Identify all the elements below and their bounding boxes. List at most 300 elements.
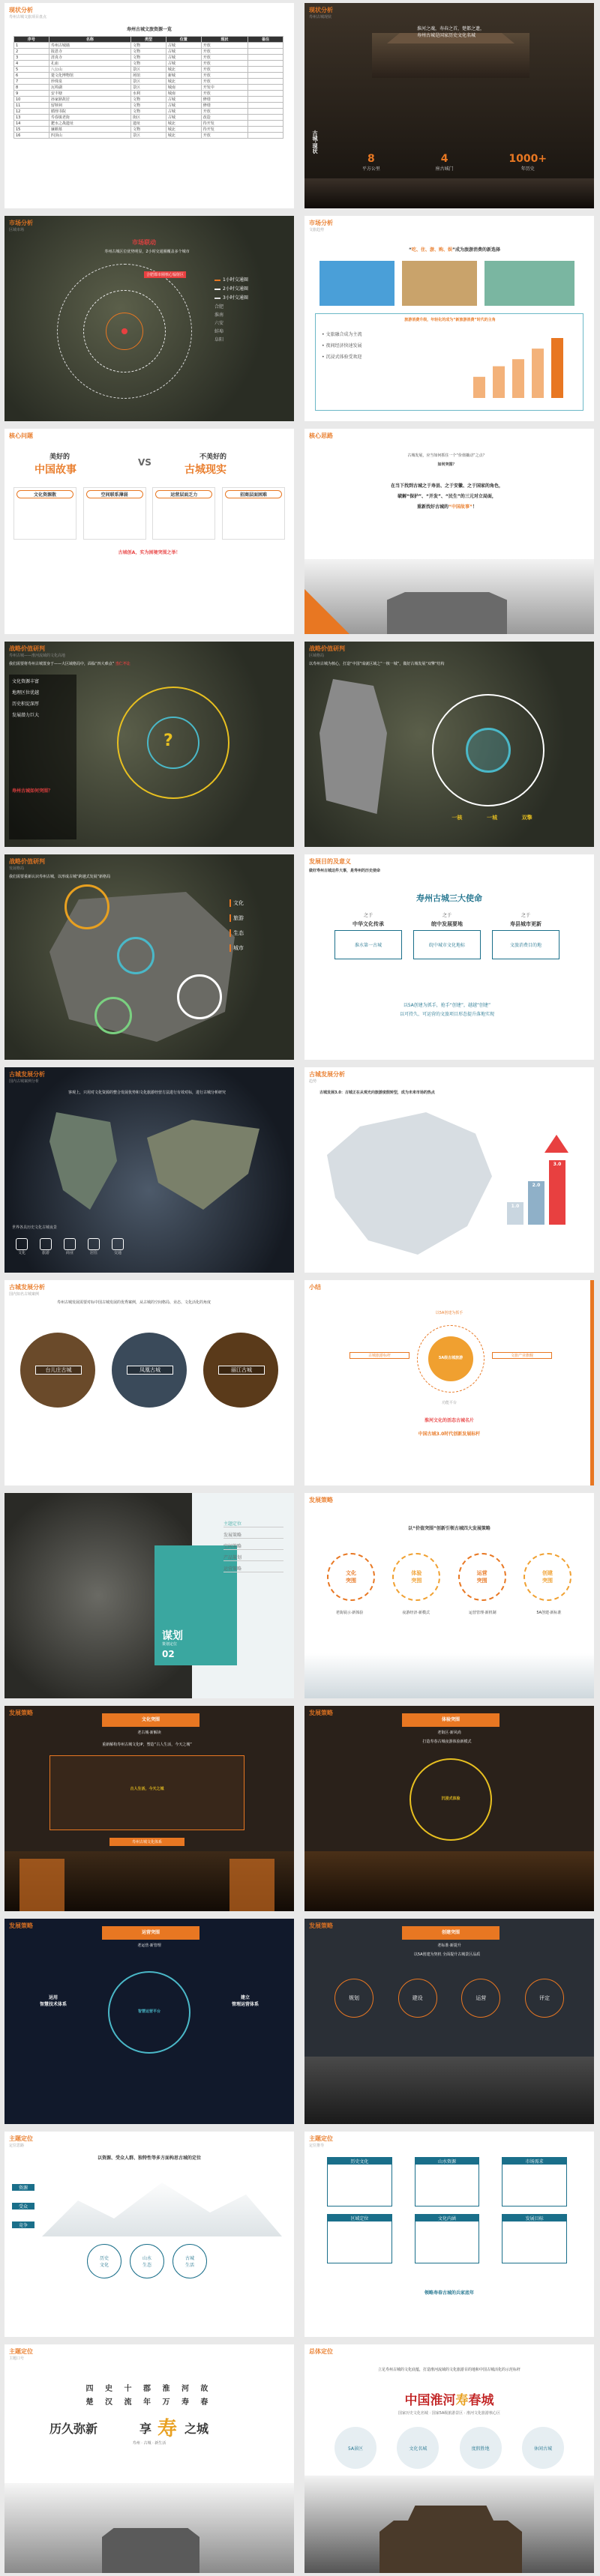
red-note: 寿州古城如何突围？	[12, 788, 53, 794]
derivation-box-title: 市场需求	[502, 2158, 566, 2165]
bottom-label: 功能平台	[441, 1401, 457, 1405]
table-cell: 孙家鼎故居	[49, 97, 130, 103]
core-ring	[147, 717, 200, 769]
menu-item: 主题定位	[224, 1520, 284, 1527]
stat-item	[436, 153, 454, 172]
table-cell: 楚文化博物馆	[49, 73, 130, 79]
slide-title: 发展策略	[309, 1710, 333, 1716]
table-cell: 开放	[201, 67, 248, 73]
table-cell: 修缮	[201, 103, 248, 109]
tag-circle: 度假胜地	[460, 2427, 502, 2469]
node-label: 文化	[230, 899, 282, 907]
slide-mission	[304, 854, 594, 1060]
derivation-box-title: 区域定位	[328, 2215, 392, 2221]
table-row	[14, 43, 284, 49]
center-label: 5A级古城旅游	[438, 1356, 464, 1360]
step-label: 3.0	[553, 1162, 562, 1167]
table-cell: 古城	[166, 49, 201, 55]
table-cell: 修缮	[201, 97, 248, 103]
slide-subtitle: 国内古城案例分析	[9, 1079, 40, 1084]
table-cell: 城南	[166, 85, 201, 91]
strategy-label: 运营管理·新机制	[469, 1611, 496, 1615]
banner: 体验突围	[402, 1713, 500, 1727]
slide-title: 战略价值研判	[9, 645, 45, 652]
left-block: 运用 智慧技术体系	[39, 1995, 67, 2007]
icon-tile	[12, 1238, 32, 1255]
stat-label: 年历史	[520, 166, 535, 172]
table-cell: 留犊祠	[49, 103, 130, 109]
inner-ring	[466, 728, 511, 773]
table-cell	[248, 49, 284, 55]
derivation-box	[502, 2157, 567, 2207]
slide-title: 主题定位	[9, 2348, 33, 2355]
legend-label: 1小时交通圈	[223, 277, 248, 283]
lead-text: 我们需要重新认识寿州古城，以形成古城“跨越式发展”新格局	[9, 875, 111, 879]
category-icon	[16, 1238, 28, 1250]
table-cell: 四顶山	[49, 133, 130, 139]
ring-labels	[440, 814, 544, 821]
problem-card	[222, 487, 285, 540]
table-cell	[248, 85, 284, 91]
up-arrow-icon	[544, 1135, 568, 1153]
slide-ancient-city-1	[4, 1067, 294, 1273]
table-cell: 城北	[166, 67, 201, 73]
slide-subtitle: 寿州古城——淮河流域的文化高地	[9, 654, 66, 658]
slide-title: 发展策略	[9, 1710, 33, 1716]
table-row	[14, 61, 284, 67]
table-cell: 8	[14, 85, 50, 91]
theme-circle	[130, 2244, 164, 2278]
city-label: 蚌埠	[214, 329, 224, 334]
top-text: 以5A创建为抓手	[435, 1311, 464, 1315]
tag-circle: 休闲古城	[522, 2427, 564, 2469]
table-cell	[248, 127, 284, 133]
legend-label: 2小时交通圈	[223, 286, 248, 292]
strategy-circle	[458, 1553, 506, 1601]
footer-text: 领略寿春古城的兵家底年	[424, 2290, 474, 2296]
vs-label: VS	[138, 457, 152, 468]
table-cell: 4	[14, 61, 50, 67]
slide-title: 战略价值研判	[9, 858, 45, 865]
table-cell: 6	[14, 73, 50, 79]
body-text: 重新解构寿州古城文化IP，塑造“古人生活，今天之城”	[102, 1743, 192, 1747]
panel-item: 历史积淀深厚	[12, 702, 40, 707]
resource-table	[14, 36, 284, 139]
right-label: 文旅产业旗舰	[492, 1352, 552, 1359]
slide-summary	[304, 1280, 594, 1485]
slide-title: 发展策略	[309, 1497, 333, 1503]
slide-title: 发展目的及意义	[309, 858, 351, 865]
tag-column	[12, 2184, 34, 2240]
slide-title: 市场分析	[9, 220, 33, 226]
ring-label: 双擎	[521, 815, 532, 821]
slide-status-photo	[304, 3, 594, 208]
table-title: 寿州古城文旅资源一览	[126, 27, 172, 32]
strategy-circle	[392, 1553, 440, 1601]
column-box: 皖中城市文化地标	[413, 930, 481, 959]
ring-label: 智慧运营平台	[137, 2009, 160, 2014]
table-cell: 安丰塘	[49, 91, 130, 97]
table-header-cell: 备注	[248, 37, 284, 43]
lead-text: 我们需要将寿州古城置身于——大区域格局中，面临“四大难点” 当仁不让	[9, 662, 130, 666]
slide-title: 发展策略	[9, 1922, 33, 1929]
case-circle	[203, 1333, 278, 1408]
node-ring	[64, 884, 110, 929]
photo-tile	[402, 261, 477, 306]
body-text: 打造寿春古城夜游体验新模式	[422, 1740, 472, 1744]
slide-market-trend	[304, 216, 594, 421]
table-cell: 开放	[201, 61, 248, 67]
problem-title: 空间联系薄弱	[86, 490, 143, 498]
couplet-line-2: 楚 汉 流 年 万 寿 春	[86, 2398, 213, 2407]
slide-core-problem	[4, 429, 294, 634]
slide-subtitle: 主题口号	[9, 2356, 25, 2361]
table-cell: 文物	[131, 103, 166, 109]
table-cell: 景区	[131, 67, 166, 73]
table-cell	[248, 61, 284, 67]
trend-bar	[551, 338, 563, 398]
table-header-cell: 现状	[201, 37, 248, 43]
step-chart	[507, 1157, 574, 1225]
city-photo	[304, 2057, 594, 2124]
slide-ancient-city-2	[304, 1067, 594, 1273]
trend-bar	[512, 359, 524, 398]
table-cell: 文物	[131, 109, 166, 115]
point-item: • 文旅融合成为主流	[322, 332, 362, 337]
table-cell: 5	[14, 67, 50, 73]
table-cell	[248, 109, 284, 115]
slide-overall-positioning	[304, 2344, 594, 2573]
strategy-labels	[320, 1610, 579, 1615]
column-mid: 中华文化传承	[352, 921, 384, 927]
derivation-box	[415, 2157, 480, 2207]
slide-operation-breakthrough	[4, 1919, 294, 2124]
table-cell	[248, 133, 284, 139]
photo-tile	[484, 261, 574, 306]
category-icon	[40, 1238, 52, 1250]
table-cell: 古城	[166, 115, 201, 121]
caption: 世界各具历史文化古城夜景	[12, 1225, 58, 1230]
points-list	[322, 331, 449, 364]
ring-label: 一城	[486, 815, 497, 821]
mountain-illustration	[42, 2177, 282, 2236]
stat-number: 4	[440, 153, 448, 165]
info-panel	[315, 313, 584, 411]
derivation-box	[415, 2214, 480, 2263]
table-row	[14, 133, 284, 139]
banner-sub: 老古城·新解读	[137, 1731, 161, 1735]
story-highlight: “中国故事”	[448, 504, 472, 510]
table-row	[14, 103, 284, 109]
panel-item: 文化资源丰富	[12, 679, 40, 684]
strategy-circle	[524, 1553, 572, 1601]
slide-subtitle: 区域格局	[309, 654, 325, 658]
icon-label: 商业	[65, 1251, 74, 1255]
derivation-box-title: 山水资源	[416, 2158, 479, 2165]
lead-text: 以寿州古城为核心，打造“中国”成就区域之“一核一城”，做好古城发展“双擎”结构	[309, 662, 445, 666]
problem-title: 招商层面困难	[225, 490, 282, 498]
table-cell: 廉颇墓	[49, 127, 130, 133]
lead-text: 寿州古城发展需要对标中国古城发展的优秀案例，从古城的空间格局、业态、文化活化的角度	[57, 1300, 212, 1305]
strategy-circle-label: 创建 突围	[542, 1570, 553, 1584]
question-2: 如何突围？	[437, 462, 457, 467]
headline: 古城发展3.0：古城正在从观光向旅游度假转型，成为未来市场的热点	[320, 1091, 435, 1095]
mission-columns	[334, 911, 560, 959]
slide-title: 总体定位	[309, 2348, 333, 2355]
icon-label: 旅游	[41, 1251, 50, 1255]
trend-bar	[473, 377, 485, 398]
step-circle: 规划	[334, 1979, 374, 2018]
step-circle: 建设	[398, 1979, 437, 2018]
accent-bar	[590, 1280, 594, 1485]
stat-number: 8	[368, 153, 375, 165]
china-map	[327, 1112, 492, 1255]
table-cell: 清真寺	[49, 55, 130, 61]
theme-circles	[87, 2244, 207, 2278]
table-cell: 街区	[131, 115, 166, 121]
culture-system-button[interactable]: 寿州古城文化体系	[110, 1838, 184, 1846]
tag-circle: 文化名城	[397, 2427, 439, 2469]
node-label: 生态	[230, 929, 282, 937]
trend-bar	[532, 349, 544, 398]
step-circle: 运营	[461, 1979, 500, 2018]
table-cell: 7	[14, 79, 50, 85]
case-circle	[20, 1333, 95, 1408]
table-row	[14, 115, 284, 121]
panel-item: 地理区位优越	[12, 690, 40, 696]
table-cell: 文物	[131, 127, 166, 133]
question-1: 古城发展，应当如何抓住一个“价值撬动”之点？	[407, 453, 487, 458]
table-cell: 3	[14, 55, 50, 61]
region-shape	[320, 679, 387, 814]
table-cell: 待开发	[201, 121, 248, 127]
table-header-cell: 序号	[14, 37, 50, 43]
slide-theme-slogan	[4, 2344, 294, 2573]
table-header	[14, 37, 284, 43]
strategy-label: 5A创建·新标准	[536, 1611, 562, 1615]
column-mid: 寿县城市更新	[510, 921, 542, 927]
point-item: • 沉浸式体验受欢迎	[322, 355, 362, 360]
table-cell: 文物	[131, 43, 166, 49]
slide-title: 市场分析	[309, 220, 333, 226]
strategy-label: 夜游经济·新模式	[402, 1611, 430, 1615]
table-cell	[248, 121, 284, 127]
strategy-circle-label: 体验 突围	[411, 1570, 422, 1584]
slide-market-map	[4, 216, 294, 421]
table-cell: 古城	[166, 55, 201, 61]
strategy-label: 老街展示·新体验	[335, 1611, 364, 1615]
table-cell: 16	[14, 133, 50, 139]
slide-title: 核心问题	[9, 432, 33, 439]
derivation-box	[327, 2214, 392, 2263]
legend	[214, 276, 282, 343]
side-tag: 受众	[12, 2203, 34, 2209]
case-label: 凤凰古城	[127, 1366, 173, 1375]
slide-subtitle: 区域市场	[9, 228, 25, 232]
slide-core-idea	[304, 429, 594, 634]
icon-label: 文化	[17, 1251, 26, 1255]
icon-tile	[60, 1238, 80, 1255]
panel-title: 旅游消费升级，年轻化的成为“新旅游消费”时代的主角	[404, 318, 496, 322]
table-cell: 10	[14, 97, 50, 103]
stat-label: 平方公里	[362, 166, 380, 172]
table-row	[14, 121, 284, 127]
table-cell: 古城	[166, 97, 201, 103]
trend-bar-chart	[466, 332, 571, 399]
table-cell: 11	[14, 103, 50, 109]
table-cell: 开放	[201, 91, 248, 97]
slide-title: 现状分析	[9, 7, 33, 13]
night-street-photo	[4, 1851, 294, 1911]
photo-tile	[320, 261, 394, 306]
stat-item	[508, 153, 547, 172]
mission-column	[334, 911, 402, 959]
slide-title: 古城发展分析	[9, 1284, 45, 1291]
table-cell: 古城	[166, 61, 201, 67]
legend-swatch	[214, 289, 220, 290]
table-cell: 开放	[201, 109, 248, 115]
slide-title: 小结	[309, 1284, 321, 1291]
table-cell	[248, 43, 284, 49]
section-menu	[224, 1520, 284, 1576]
side-panel	[9, 675, 76, 839]
table-cell: 古城	[166, 103, 201, 109]
table-cell: 城南	[166, 91, 201, 97]
lead-text: 立足寿州古城的文化底蕴，打造淮河流域的文化旅游目的地和中国古城活化的示范标杆	[377, 2368, 520, 2372]
legend-item	[214, 276, 282, 283]
table-cell: 开发中	[201, 85, 248, 91]
lead-text: 以资源、受众人群、独特性等多方面构思古城的定位	[97, 2156, 201, 2161]
caption-line: 淮河之魂，寿春之首，楚都之遗，	[417, 26, 485, 31]
couplet-line-1: 四 史 十 郡 淮 河 故	[86, 2385, 213, 2393]
left-top: 美好的	[50, 453, 70, 461]
theme-circle-label: 山水 生态	[142, 2256, 152, 2268]
table-cell: 文物	[131, 49, 166, 55]
table-cell	[248, 73, 284, 79]
ring-label: 沉浸式体验	[441, 1797, 460, 1801]
banner-sub: 老标准·新提升	[437, 1943, 461, 1948]
table-cell: 14	[14, 121, 50, 127]
category-icon	[88, 1238, 100, 1250]
table-cell: 开放	[201, 55, 248, 61]
icon-tile	[36, 1238, 56, 1255]
theme-circle-label: 古城 生活	[184, 2256, 194, 2268]
theme-circle	[87, 2244, 122, 2278]
table-cell: 12	[14, 109, 50, 115]
badge-text: 市场联动	[132, 239, 156, 246]
icon-row	[12, 1238, 147, 1255]
slide-subtitle: 国内知名古城案例	[9, 1292, 40, 1297]
table-row	[14, 67, 284, 73]
table-header-cell: 类型	[131, 37, 166, 43]
legend-item	[214, 285, 282, 292]
mission-column	[413, 911, 481, 959]
table-cell: 城北	[166, 121, 201, 127]
menu-item: 发展策略	[224, 1531, 284, 1539]
core-paragraph: 在当下找到古城之于寿县、之于安徽、之于国家的角色， 破解“保护”、“开发”、“民生”的三元对立局面， 重新找好古城的“中国故事”！	[390, 483, 503, 510]
node-ring	[94, 997, 132, 1034]
slide-title: 主题定位	[9, 2135, 33, 2142]
strategy-circle-label: 运营 突围	[476, 1570, 488, 1584]
legend-swatch	[214, 298, 220, 299]
side-tag: 竞争	[12, 2221, 34, 2228]
table-cell: 13	[14, 115, 50, 121]
step-bar	[528, 1181, 544, 1225]
question-mark-icon: ?	[164, 732, 173, 750]
table-cell: 新城	[166, 73, 201, 79]
derivation-box	[502, 2214, 567, 2263]
table-cell: 开放	[201, 133, 248, 139]
slide-strategy-2	[304, 642, 594, 847]
node-ring	[177, 974, 222, 1019]
point-item: • 夜间经济快速发展	[322, 343, 362, 349]
left-label: 古城旅游标杆	[350, 1352, 410, 1359]
footer-text: 以5A创建为抓手，抢手“创建”，越越“创建” 以可持久、可运营的文旅项目形态提升落地实现	[399, 1003, 494, 1017]
table-cell	[248, 103, 284, 109]
icon-tile	[108, 1238, 128, 1255]
table-cell	[248, 97, 284, 103]
slide-title: 核心思路	[309, 432, 333, 439]
table-header-cell: 位置	[166, 37, 201, 43]
caption-line: 寿州古城是国家历史文化名城	[417, 33, 476, 38]
derivation-box-title: 历史文化	[328, 2158, 392, 2165]
table-cell: 开放	[201, 73, 248, 79]
city-label: 淮南	[214, 313, 224, 318]
headline: “吃、住、游、购、娱”成为旅游消费的新选择	[409, 247, 500, 253]
slide-subtitle: 发展格局	[9, 866, 25, 871]
theme-circle	[172, 2244, 207, 2278]
step-label: 2.0	[532, 1183, 541, 1188]
column-top: 之于	[442, 913, 452, 918]
table-row	[14, 85, 284, 91]
body-text: 以5A创建为契机 全面提升古城景区品质	[413, 1952, 481, 1957]
slide-title: 古城发展分析	[309, 1071, 345, 1078]
table-cell: 城北	[166, 133, 201, 139]
table-cell: 寿州古城墙	[49, 43, 130, 49]
node-label: 城市	[230, 944, 282, 952]
menu-item: 运营策略	[224, 1565, 284, 1572]
slogan-seal: 寿	[158, 2418, 178, 2440]
icon-tile	[84, 1238, 104, 1255]
derivation-box	[327, 2157, 392, 2207]
table-cell: 1	[14, 43, 50, 49]
table-row	[14, 73, 284, 79]
table-cell: 开放	[201, 49, 248, 55]
skyline-illustration	[304, 1653, 594, 1698]
sub-title: 国家历史文化名城 · 国家5A级旅游景区 · 淮河文化旅游核心区	[398, 2411, 501, 2416]
table-row	[14, 97, 284, 103]
slide-title: 古城发展分析	[9, 1071, 45, 1078]
strategy-circle	[327, 1553, 375, 1601]
case-label: 台儿庄古城	[35, 1366, 82, 1375]
table-cell: 城北	[166, 127, 201, 133]
right-main: 古城现实	[184, 464, 226, 476]
legend-swatch	[214, 280, 220, 281]
table-row	[14, 79, 284, 85]
table-cell	[248, 115, 284, 121]
banner: 文化突围	[102, 1713, 200, 1727]
table-row	[14, 109, 284, 115]
table-cell: 文物	[131, 97, 166, 103]
table-cell: 2	[14, 49, 50, 55]
slide-subtitle: 定位思路	[9, 2144, 25, 2148]
table-cell: 开放	[201, 79, 248, 85]
table-cell: 开放	[201, 43, 248, 49]
tag-row	[334, 2427, 564, 2469]
case-circle	[112, 1333, 187, 1408]
panel-item: 发展潜力巨大	[12, 713, 40, 718]
city-label: 合肥	[214, 304, 224, 310]
